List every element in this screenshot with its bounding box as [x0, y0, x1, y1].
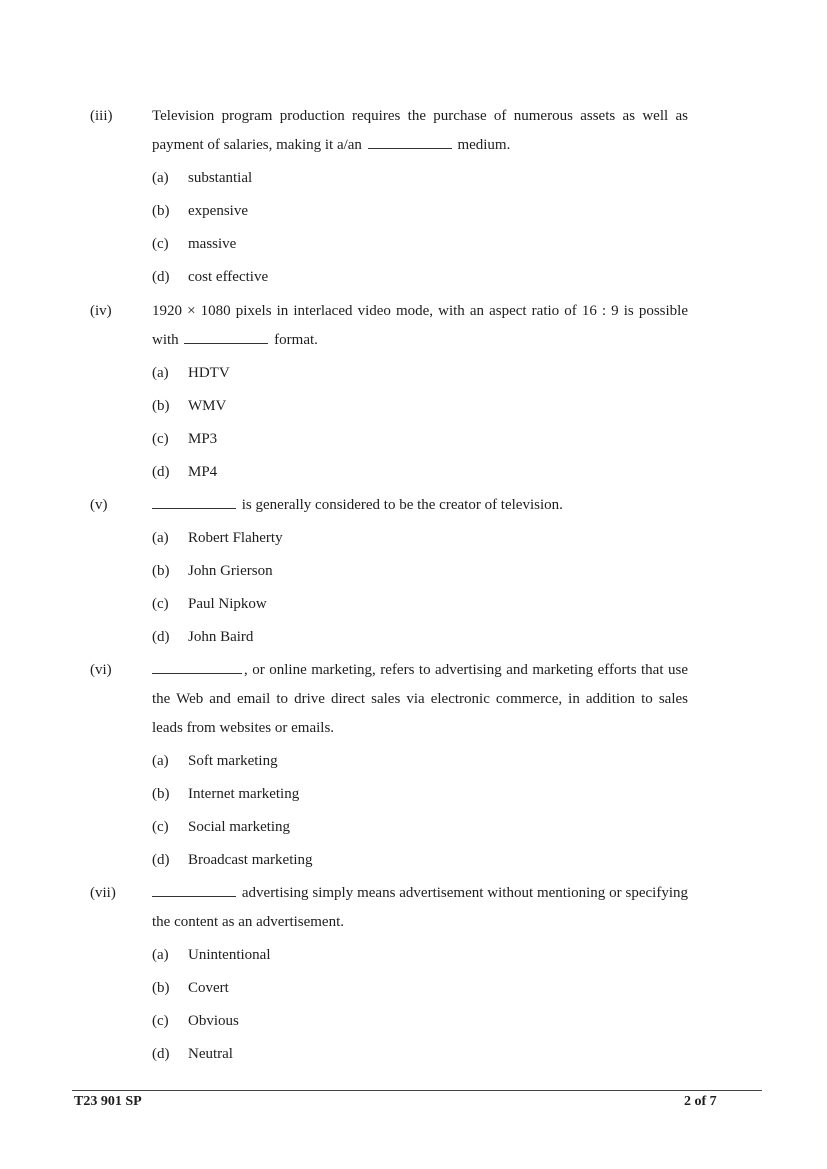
- option-b: [152, 976, 271, 1009]
- option-text: expensive: [188, 203, 248, 219]
- option-text: Internet marketing: [188, 786, 300, 802]
- option-text: substantial: [188, 170, 253, 186]
- page-number: 2 of 7: [684, 1094, 717, 1109]
- option-label: (b): [152, 203, 170, 219]
- option-text: John Baird: [188, 629, 254, 645]
- option-label: (c): [152, 431, 169, 447]
- option-b: [152, 394, 230, 427]
- option-text: massive: [188, 236, 237, 252]
- option-d: [152, 460, 230, 493]
- options-list: [152, 361, 230, 493]
- option-text: WMV: [188, 398, 227, 414]
- option-text: HDTV: [188, 365, 230, 381]
- options-list: [152, 526, 283, 658]
- option-a: [152, 943, 271, 976]
- answer-blank: [152, 494, 236, 509]
- option-c: [152, 1009, 271, 1042]
- option-label: (a): [152, 365, 169, 381]
- question-stem: [152, 491, 688, 520]
- option-d: [152, 265, 268, 298]
- option-text: Obvious: [188, 1013, 239, 1029]
- option-c: [152, 815, 313, 848]
- option-label: (d): [152, 269, 170, 285]
- option-a: [152, 361, 230, 394]
- answer-blank: [152, 659, 242, 674]
- option-label: (a): [152, 753, 169, 769]
- question-stem: [152, 656, 688, 743]
- question-number: (v): [90, 497, 108, 513]
- answer-blank: [368, 134, 452, 149]
- option-d: [152, 1042, 271, 1075]
- stem-text: 1920 × 1080 pixels in interlaced video mode, with an aspect ratio of 16 : 9 is possible with: [152, 303, 688, 348]
- question-stem: [152, 102, 688, 160]
- option-label: (d): [152, 464, 170, 480]
- option-label: (a): [152, 170, 169, 186]
- option-label: (c): [152, 1013, 169, 1029]
- option-label: (b): [152, 786, 170, 802]
- option-text: Paul Nipkow: [188, 596, 267, 612]
- paper-code: T23 901 SP: [74, 1094, 142, 1109]
- option-b: [152, 199, 268, 232]
- option-label: (d): [152, 1046, 170, 1062]
- option-label: (d): [152, 629, 170, 645]
- option-b: [152, 782, 313, 815]
- option-c: [152, 427, 230, 460]
- stem-text-after: , or online marketing, refers to advertising and marketing efforts that use the Web and email to drive direct sales via electronic commerce, in addition to sales leads from websites or emails.: [152, 662, 688, 736]
- stem-text: Television program production requires the purchase of numerous assets as well as payment of salaries, making it a/an: [152, 108, 688, 153]
- option-text: Broadcast marketing: [188, 852, 313, 868]
- question-number: (vii): [90, 885, 116, 901]
- option-label: (d): [152, 852, 170, 868]
- option-text: MP4: [188, 464, 218, 480]
- options-list: [152, 749, 313, 881]
- question-stem: [152, 297, 688, 355]
- option-label: (b): [152, 398, 170, 414]
- question-stem: [152, 879, 688, 937]
- option-c: [152, 592, 283, 625]
- option-c: [152, 232, 268, 265]
- option-a: [152, 166, 268, 199]
- answer-blank: [152, 882, 236, 897]
- option-text: Robert Flaherty: [188, 530, 283, 546]
- options-list: [152, 943, 271, 1075]
- options-list: [152, 166, 268, 298]
- option-a: [152, 526, 283, 559]
- option-d: [152, 625, 283, 658]
- option-text: John Grierson: [188, 563, 273, 579]
- option-d: [152, 848, 313, 881]
- question-number: (iv): [90, 303, 112, 319]
- option-text: Soft marketing: [188, 753, 278, 769]
- stem-text-after: is generally considered to be the creator of television.: [241, 497, 563, 513]
- question-number: (iii): [90, 108, 113, 124]
- option-label: (b): [152, 563, 170, 579]
- stem-text-after: medium.: [457, 137, 511, 153]
- option-label: (c): [152, 819, 169, 835]
- option-label: (b): [152, 980, 170, 996]
- option-text: Neutral: [188, 1046, 233, 1062]
- option-text: Unintentional: [188, 947, 271, 963]
- option-label: (a): [152, 530, 169, 546]
- option-text: Covert: [188, 980, 229, 996]
- option-b: [152, 559, 283, 592]
- option-label: (a): [152, 947, 169, 963]
- option-a: [152, 749, 313, 782]
- option-text: MP3: [188, 431, 218, 447]
- option-label: (c): [152, 596, 169, 612]
- footer-divider: [72, 1090, 762, 1091]
- question-number: (vi): [90, 662, 112, 678]
- stem-text-after: format.: [274, 332, 318, 348]
- stem-text-after: advertising simply means advertisement without mentioning or specifying the content as an advertisement.: [152, 885, 689, 930]
- option-text: Social marketing: [188, 819, 291, 835]
- option-text: cost effective: [188, 269, 269, 285]
- answer-blank: [184, 329, 268, 344]
- option-label: (c): [152, 236, 169, 252]
